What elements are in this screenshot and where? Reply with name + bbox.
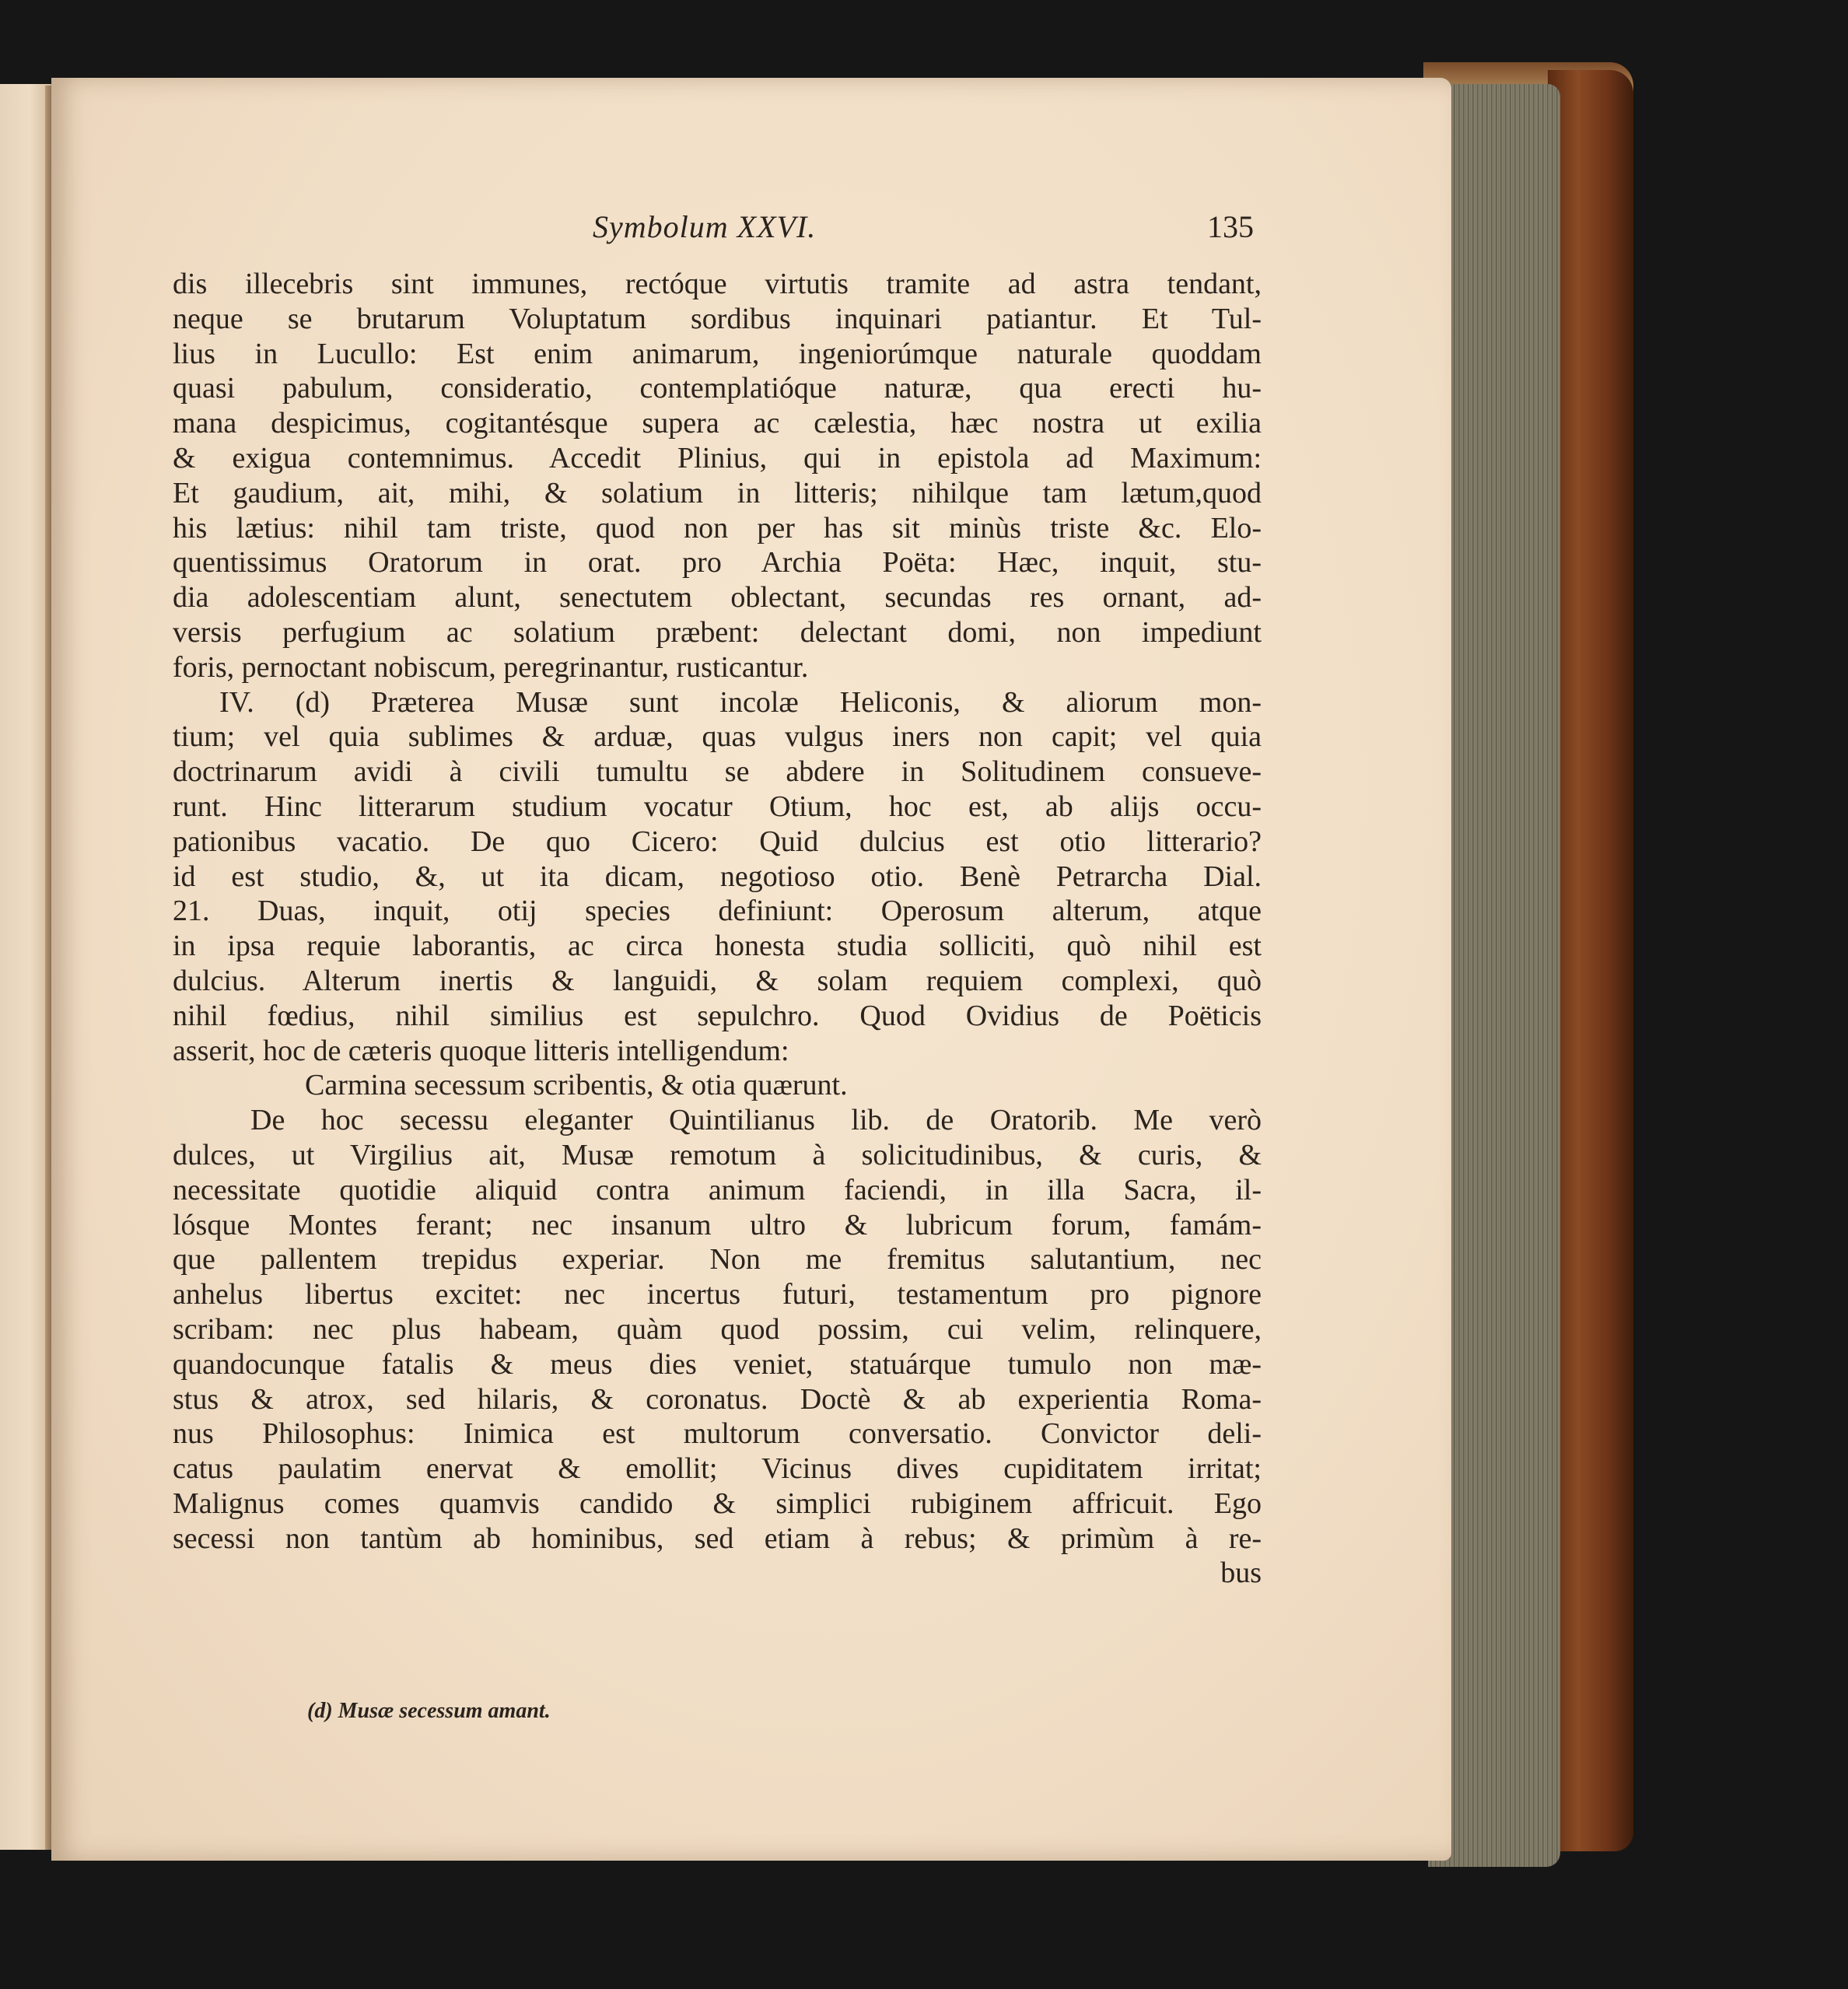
catchword: bus bbox=[1220, 1557, 1262, 1590]
text-line: que pallentem trepidus experiar. Non me fremitus salutantium, nec bbox=[173, 1243, 1262, 1276]
text-line: nus Philosophus: Inimica est multorum conversatio. Convictor deli- bbox=[173, 1417, 1262, 1451]
text-line: catus paulatim enervat & emollit; Vicinus dives cupiditatem irritat; bbox=[173, 1452, 1262, 1486]
text-line: dia adolescentiam alunt, senectutem oblectant, secundas res ornant, ad- bbox=[173, 581, 1262, 615]
text-line: versis perfugium ac solatium præbent: delectant domi, non impediunt bbox=[173, 615, 1262, 649]
text-line: Et gaudium, ait, mihi, & solatium in litteris; nihilque tam lætum,quod bbox=[173, 476, 1262, 510]
text-line: scribam: nec plus habeam, quàm quod possim, cui velim, relinquere, bbox=[173, 1312, 1262, 1346]
text-line: IV. (d) Præterea Musæ sunt incolæ Heliconis, & aliorum mon- bbox=[219, 685, 1262, 719]
text-line: in ipsa requie laborantis, ac circa honesta studia solliciti, quò nihil est bbox=[173, 930, 1262, 963]
text-line: doctrinarum avidi à civili tumultu se abdere in Solitudinem consueve- bbox=[173, 755, 1262, 789]
text-line: & exigua contemnimus. Accedit Plinius, qui in epistola ad Maximum: bbox=[173, 441, 1262, 474]
text-line: neque se brutarum Voluptatum sordibus inquinari patiantur. Et Tul- bbox=[173, 302, 1262, 335]
text-line: necessitate quotidie aliquid contra animum faciendi, in illa Sacra, il- bbox=[173, 1173, 1262, 1206]
text-line: asserit, hoc de cæteris quoque litteris intelligendum: bbox=[173, 1034, 789, 1067]
text-line: Malignus comes quamvis candido & simplici rubiginem affricuit. Ego bbox=[173, 1486, 1262, 1520]
text-line: 21. Duas, inquit, otij species definiunt: Operosum alterum, atque bbox=[173, 895, 1262, 928]
text-line: his lætius: nihil tam triste, quod non per has sit minùs triste &c. Elo- bbox=[173, 511, 1262, 545]
text-line: secessi non tantùm ab hominibus, sed etiam à rebus; & primùm à re- bbox=[173, 1522, 1262, 1555]
text-line: tium; vel quia sublimes & arduæ, quas vulgus iners non capit; vel quia bbox=[173, 720, 1262, 754]
verse-line: Carmina secessum scribentis, & otia quærunt. bbox=[305, 1069, 848, 1102]
text-line: anhelus libertus excitet: nec incertus futuri, testamentum pro pignore bbox=[173, 1278, 1262, 1311]
text-line: stus & atrox, sed hilaris, & coronatus. Doctè & ab experientia Roma- bbox=[173, 1382, 1262, 1416]
text-line: id est studio, &, ut ita dicam, negotioso otio. Benè Petrarcha Dial. bbox=[173, 860, 1262, 893]
text-line: mana despicimus, cogitantésque supera ac cælestia, hæc nostra ut exilia bbox=[173, 407, 1262, 440]
leather-cover bbox=[1548, 70, 1633, 1851]
text-line: nihil fœdius, nihil similius est sepulchro. Quod Ovidius de Poëticis bbox=[173, 999, 1262, 1032]
running-title: Symbolum XXVI. bbox=[593, 209, 817, 244]
page-number: 135 bbox=[1207, 209, 1254, 244]
text-line: lius in Lucullo: Est enim animarum, ingeniorúmque naturale quoddam bbox=[173, 337, 1262, 370]
text-line: De hoc secessu eleganter Quintilianus lib. de Oratorib. Me verò bbox=[250, 1104, 1262, 1137]
text-line: dis illecebris sint immunes, rectóque virtutis tramite ad astra tendant, bbox=[173, 268, 1262, 300]
text-line: foris, pernoctant nobiscum, peregrinantur, rusticantur. bbox=[173, 650, 809, 684]
text-line: quandocunque fatalis & meus dies veniet, statuárque tumulo non mæ- bbox=[173, 1347, 1262, 1381]
running-head bbox=[176, 208, 1254, 247]
body-text bbox=[173, 267, 1262, 1591]
text-line: pationibus vacatio. De quo Cicero: Quid dulcius est otio litterario? bbox=[173, 825, 1262, 858]
text-line: quasi pabulum, consideratio, contemplatióque naturæ, qua erecti hu- bbox=[173, 372, 1262, 405]
footnote: (d) Musæ secessum amant. bbox=[307, 1699, 551, 1723]
text-line: quentissimus Oratorum in orat. pro Archia Poëta: Hæc, inquit, stu- bbox=[173, 546, 1262, 580]
text-line: dulcius. Alterum inertis & languidi, & solam requiem complexi, quò bbox=[173, 964, 1262, 997]
text-line: lósque Montes ferant; nec insanum ultro & lubricum forum, famám- bbox=[173, 1208, 1262, 1241]
text-line: runt. Hinc litterarum studium vocatur Otium, hoc est, ab alijs occu- bbox=[173, 790, 1262, 823]
text-line: dulces, ut Virgilius ait, Musæ remotum à solicitudinibus, & curis, & bbox=[173, 1138, 1262, 1171]
